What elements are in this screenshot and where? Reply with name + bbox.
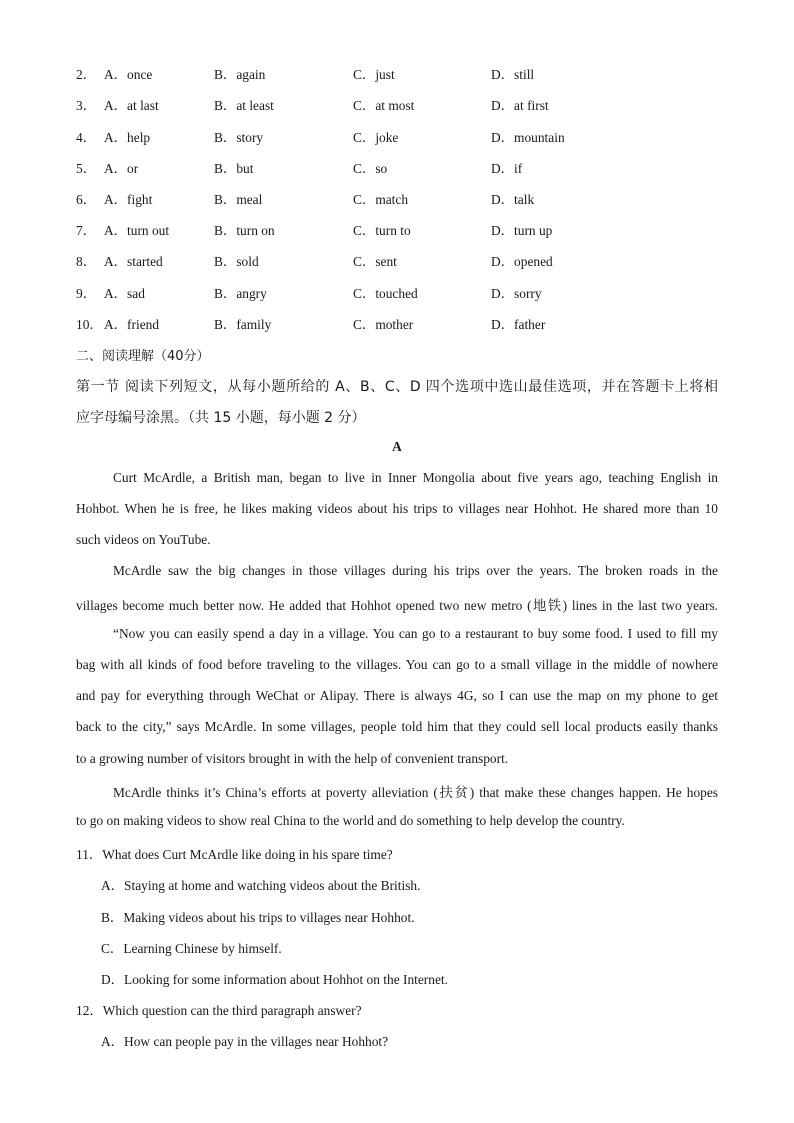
option-b: B．sold	[214, 254, 259, 269]
option-d: D．father	[491, 317, 546, 332]
option-d: D．mountain	[491, 130, 565, 145]
passage-line: and pay for everything through WeChat or Alipay. There is always 4G, so I can use the map on my phone to get	[76, 688, 718, 703]
option-b: B．family	[214, 317, 272, 332]
passage-line: such videos on YouTube.	[76, 532, 211, 547]
question-number: 7．	[76, 223, 97, 238]
option-c: C．at most	[353, 98, 415, 113]
option-b: B．story	[214, 130, 264, 145]
passage-line: back to the city,” says McArdle. In some villages, people told him that they could sell local products easily thanks	[76, 719, 718, 734]
passage-line: McArdle saw the big changes in those villages during his trips over the years. The broken roads in the	[113, 563, 718, 578]
option-c: C．touched	[353, 286, 418, 301]
option-a: A．once	[104, 67, 153, 82]
question-stem: 11．What does Curt McArdle like doing in his spare time?	[76, 847, 393, 862]
option-d: D．talk	[491, 192, 535, 207]
option-c: C．turn to	[353, 223, 411, 238]
option-c: C．sent	[353, 254, 397, 269]
question-number: 3．	[76, 98, 97, 113]
option-d: D．if	[491, 161, 523, 176]
passage-line: McArdle thinks it’s China’s efforts at poverty alleviation (扶贫) that make these changes happen. He hopes	[113, 785, 718, 800]
option-b: B．meal	[214, 192, 263, 207]
passage-line: villages become much better now. He added that Hohhot opened two new metro (地铁) lines in the last two years.	[76, 598, 718, 613]
option-c: C．so	[353, 161, 388, 176]
answer-option: A．Staying at home and watching videos about the British.	[101, 878, 421, 893]
section-heading: 二、阅读理解（40分）	[76, 349, 210, 364]
option-b: B．but	[214, 161, 254, 176]
option-a: A．started	[104, 254, 163, 269]
passage-label: A	[392, 439, 402, 454]
option-b: B．angry	[214, 286, 267, 301]
answer-option: C．Learning Chinese by himself.	[101, 941, 282, 956]
instruction-line: 第一节 阅读下列短文，从每小题所给的 A、B、C、D 四个选项中选山最佳选项，并在答题卡上将相	[76, 379, 718, 395]
question-number: 8．	[76, 254, 97, 269]
option-d: D．still	[491, 67, 535, 82]
question-number: 5．	[76, 161, 97, 176]
passage-line: Curt McArdle, a British man, began to live in Inner Mongolia about five years ago, teaching English in	[113, 470, 718, 485]
passage-line: to a growing number of visitors brought in with the help of convenient transport.	[76, 751, 509, 766]
passage-line: Hohbot. When he is free, he likes making videos about his trips to villages near Hohhot. He shared more than 10	[76, 501, 718, 516]
option-a: A．help	[104, 130, 151, 145]
answer-option: D．Looking for some information about Hohhot on the Internet.	[101, 972, 448, 987]
option-c: C．just	[353, 67, 395, 82]
option-a: A．friend	[104, 317, 160, 332]
question-number: 10．	[76, 317, 103, 332]
option-d: D．at first	[491, 98, 549, 113]
option-d: D．opened	[491, 254, 553, 269]
option-c: C．joke	[353, 130, 399, 145]
option-a: A．turn out	[104, 223, 170, 238]
option-c: C．mother	[353, 317, 414, 332]
question-number: 9．	[76, 286, 97, 301]
option-a: A．fight	[104, 192, 153, 207]
passage-line: “Now you can easily spend a day in a village. You can go to a restaurant to buy some food. I used to fill my	[113, 626, 718, 641]
question-number: 4．	[76, 130, 97, 145]
answer-option: A．How can people pay in the villages near Hohhot?	[101, 1034, 389, 1049]
question-stem: 12．Which question can the third paragraph answer?	[76, 1003, 362, 1018]
question-number: 6．	[76, 192, 97, 207]
option-d: D．turn up	[491, 223, 553, 238]
option-c: C．match	[353, 192, 409, 207]
passage-line: to go on making videos to show real China to the world and do something to help develop the country.	[76, 813, 625, 828]
answer-option: B．Making videos about his trips to villages near Hohhot.	[101, 910, 415, 925]
option-b: B．at least	[214, 98, 274, 113]
option-b: B．turn on	[214, 223, 275, 238]
passage-line: bag with all kinds of food before traveling to the villages. You can go to a small village in the middle of nowhere	[76, 657, 718, 672]
option-a: A．or	[104, 161, 139, 176]
question-number: 2．	[76, 67, 97, 82]
instruction-line: 应字母编号涂黑。（共 15 小题，每小题 2 分）	[76, 410, 366, 426]
option-a: A．sad	[104, 286, 145, 301]
option-a: A．at last	[104, 98, 159, 113]
option-b: B．again	[214, 67, 266, 82]
option-d: D．sorry	[491, 286, 542, 301]
